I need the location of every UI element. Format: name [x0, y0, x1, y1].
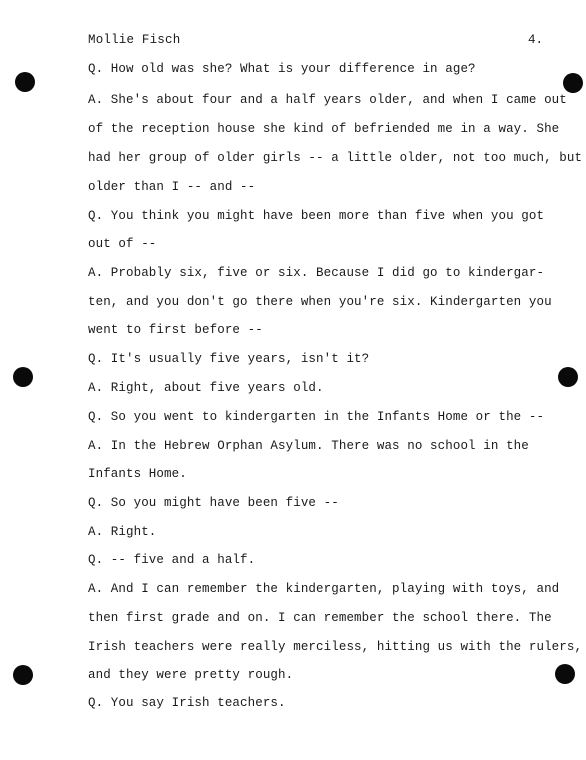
punch-hole-right-bottom [555, 664, 575, 684]
transcript-line: went to first before -- [88, 323, 263, 337]
transcript-line: A. Right, about five years old. [88, 381, 324, 395]
transcript-line: A. Right. [88, 525, 157, 539]
transcript-line: A. In the Hebrew Orphan Asylum. There was no school in the [88, 439, 529, 453]
punch-hole-left-bottom [13, 665, 33, 685]
transcript-line: older than I -- and -- [88, 180, 256, 194]
punch-hole-left-top [15, 72, 35, 92]
transcript-line: Q. How old was she? What is your difference in age? [88, 62, 476, 76]
page-number: 4. [528, 33, 544, 47]
transcript-line: Q. You say Irish teachers. [88, 696, 286, 710]
punch-hole-right-top [563, 73, 583, 93]
transcript-line: and they were pretty rough. [88, 668, 294, 682]
punch-hole-left-middle [13, 367, 33, 387]
transcript-line: Q. It's usually five years, isn't it? [88, 352, 370, 366]
transcript-line: Q. You think you might have been more than five when you got [88, 209, 545, 223]
transcript-line: A. Probably six, five or six. Because I did go to kindergar- [88, 266, 545, 280]
punch-hole-right-middle [558, 367, 578, 387]
transcript-line: Irish teachers were really merciless, hitting us with the rulers, [88, 640, 583, 654]
interviewee-name: Mollie Fisch [88, 33, 181, 47]
transcript-line: had her group of older girls -- a little older, not too much, but [88, 151, 583, 165]
transcript-line: Q. So you went to kindergarten in the Infants Home or the -- [88, 410, 545, 424]
transcript-line: then first grade and on. I can remember the school there. The [88, 611, 552, 625]
transcript-line: A. And I can remember the kindergarten, playing with toys, and [88, 582, 560, 596]
transcript-line: Infants Home. [88, 467, 187, 481]
transcript-line: Q. -- five and a half. [88, 553, 256, 567]
transcript-line: ten, and you don't go there when you're six. Kindergarten you [88, 295, 552, 309]
transcript-line: of the reception house she kind of befriended me in a way. She [88, 122, 560, 136]
transcript-line: A. She's about four and a half years older, and when I came out [88, 93, 567, 107]
transcript-line: Q. So you might have been five -- [88, 496, 339, 510]
transcript-line: out of -- [88, 237, 157, 251]
